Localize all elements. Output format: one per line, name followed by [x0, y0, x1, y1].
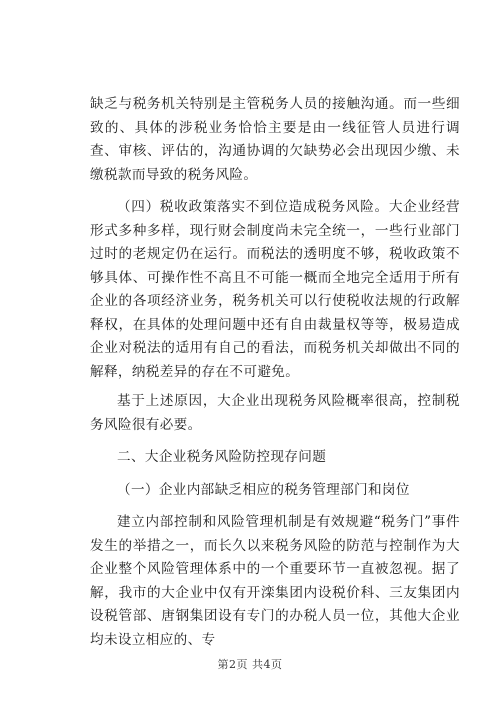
section-heading: 二、大企业税务风险防控现存问题	[117, 449, 327, 465]
paragraph-tax-policy: （四）税收政策落实不到位造成税务风险。大企业经营形式多种多样，现行财会制度尚未完全统一，一些行业部门过时的老规定仍在运行。而税法的透明度不够，税收政策不够具体、可操作性不高且不可能一概而全地完全适用于所有企业的各项经济业务，税务机关可以行使税收法规的行政解释权，在具体的处理问题中还有自由裁量权等等，极易造成企业对税法的适用有自己的看法，而税务机关却做出不同的解释，纳税差异的存在不可避免。	[90, 199, 460, 380]
paragraph-continuation: 缺乏与税务机关特别是主管税务人员的接触沟通。而一些细致的、具体的涉税业务恰恰主要是由一线征管人员进行调查、审核、评估的，沟通协调的欠缺势必会出现因少缴、未缴税款而导致的税务风险。	[90, 96, 460, 183]
paragraph-internal-control: 建立内部控制和风险管理机制是有效规避“税务门”事件发生的举措之一，而长久以来税务风险的防范与控制作为大企业整个风险管理体系中的一个重要环节一直被忽视。据了解，我市的大企业中仅有开滦集团内设税价科、三友集团内设税管部、唐钢集团设有专门的办税人员一位，其他大企业均未设立相应的、专	[90, 514, 460, 648]
paragraph-summary: 基于上述原因，大企业出现税务风险概率很高，控制税务风险很有必要。	[90, 393, 460, 433]
subsection-heading: （一）企业内部缺乏相应的税务管理部门和岗位	[117, 481, 410, 498]
page-number: 第2页 共4页	[217, 658, 283, 671]
document-body	[90, 93, 460, 652]
